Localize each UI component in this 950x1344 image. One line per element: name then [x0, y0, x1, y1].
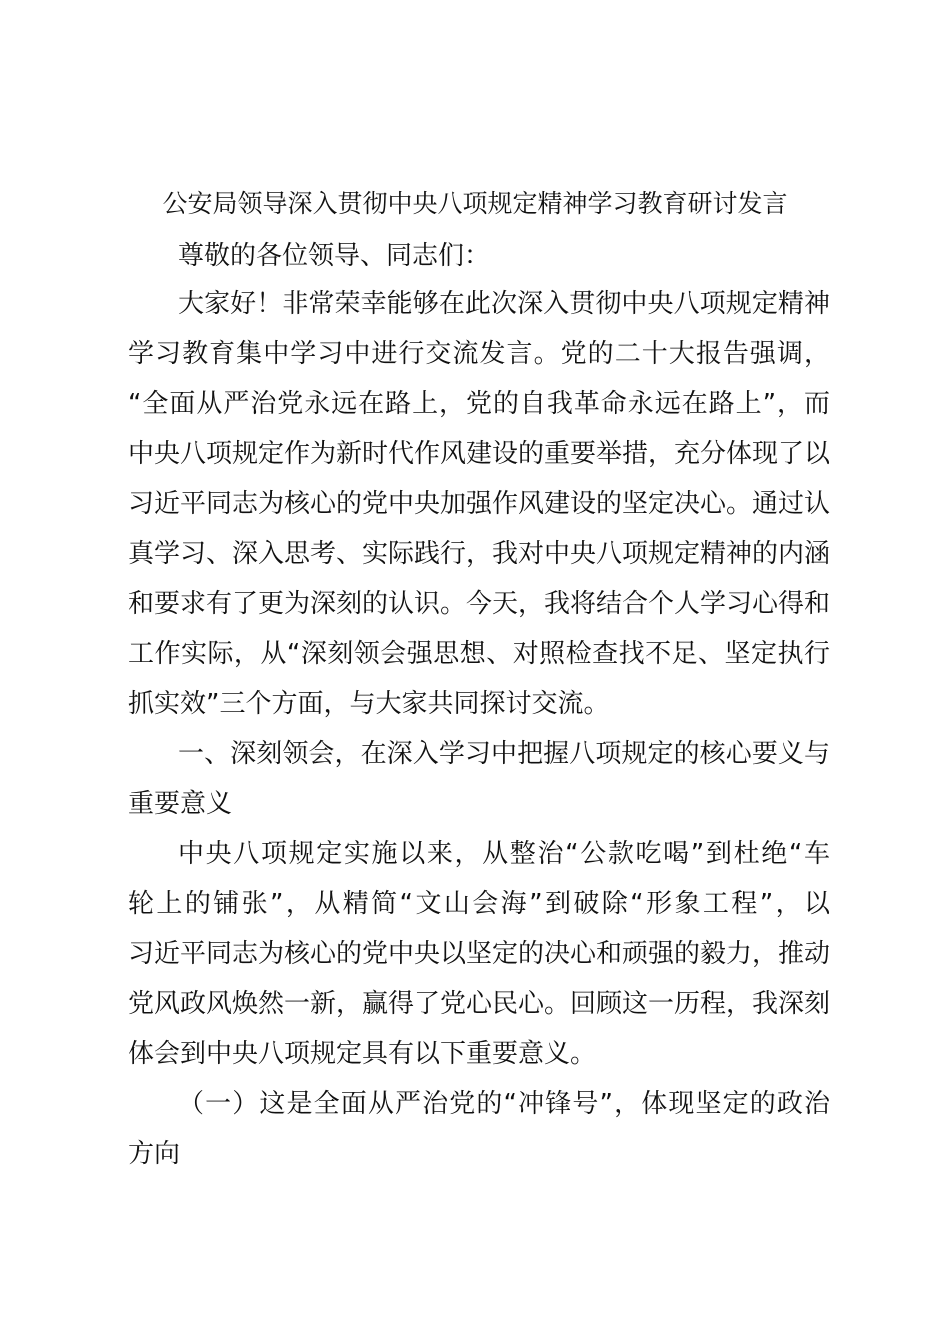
heading-line: 重要意义: [128, 789, 233, 819]
paragraph-line: 党风政风焕然一新，赢得了党心民心。回顾这一历程，我深刻: [128, 989, 831, 1019]
paragraph-line: “全面从严治党永远在路上，党的自我革命永远在路上”，而: [128, 389, 830, 419]
heading-line: 一、深刻领会，在深入学习中把握八项规定的核心要义与: [178, 739, 830, 769]
paragraph-line: 真学习、深入思考、实际践行，我对中央八项规定精神的内涵: [128, 539, 831, 569]
paragraph-line: 大家好！非常荣幸能够在此次深入贯彻中央八项规定精神: [178, 289, 830, 319]
subheading-line: 方向: [128, 1139, 181, 1169]
paragraph-line: 工作实际，从“深刻领会强思想、对照检查找不足、坚定执行: [128, 639, 830, 669]
paragraph-line: 中央八项规定作为新时代作风建设的重要举措，充分体现了以: [128, 439, 831, 469]
paragraph-line: 抓实效”三个方面，与大家共同探讨交流。: [128, 689, 610, 719]
paragraph-line: 学习教育集中学习中进行交流发言。党的二十大报告强调，: [128, 339, 830, 369]
paragraph-line: 体会到中央八项规定具有以下重要意义。: [128, 1039, 597, 1069]
paragraph-line: 中央八项规定实施以来，从整治“公款吃喝”到杜绝“车: [178, 839, 830, 869]
document-title: 公安局领导深入贯彻中央八项规定精神学习教育研讨发言: [162, 189, 788, 218]
paragraph-line: 习近平同志为核心的党中央加强作风建设的坚定决心。通过认: [128, 489, 831, 519]
paragraph-line: 和要求有了更为深刻的认识。今天，我将结合个人学习心得和: [128, 589, 831, 619]
paragraph-line: 轮上的铺张”，从精简“文山会海”到破除“形象工程”，以: [128, 889, 830, 919]
salutation: 尊敬的各位领导、同志们：: [178, 241, 491, 271]
paragraph-line: 习近平同志为核心的党中央以坚定的决心和顽强的毅力，推动: [128, 939, 831, 969]
subheading-line: （一）这是全面从严治党的“冲锋号”，体现坚定的政治: [178, 1089, 830, 1119]
